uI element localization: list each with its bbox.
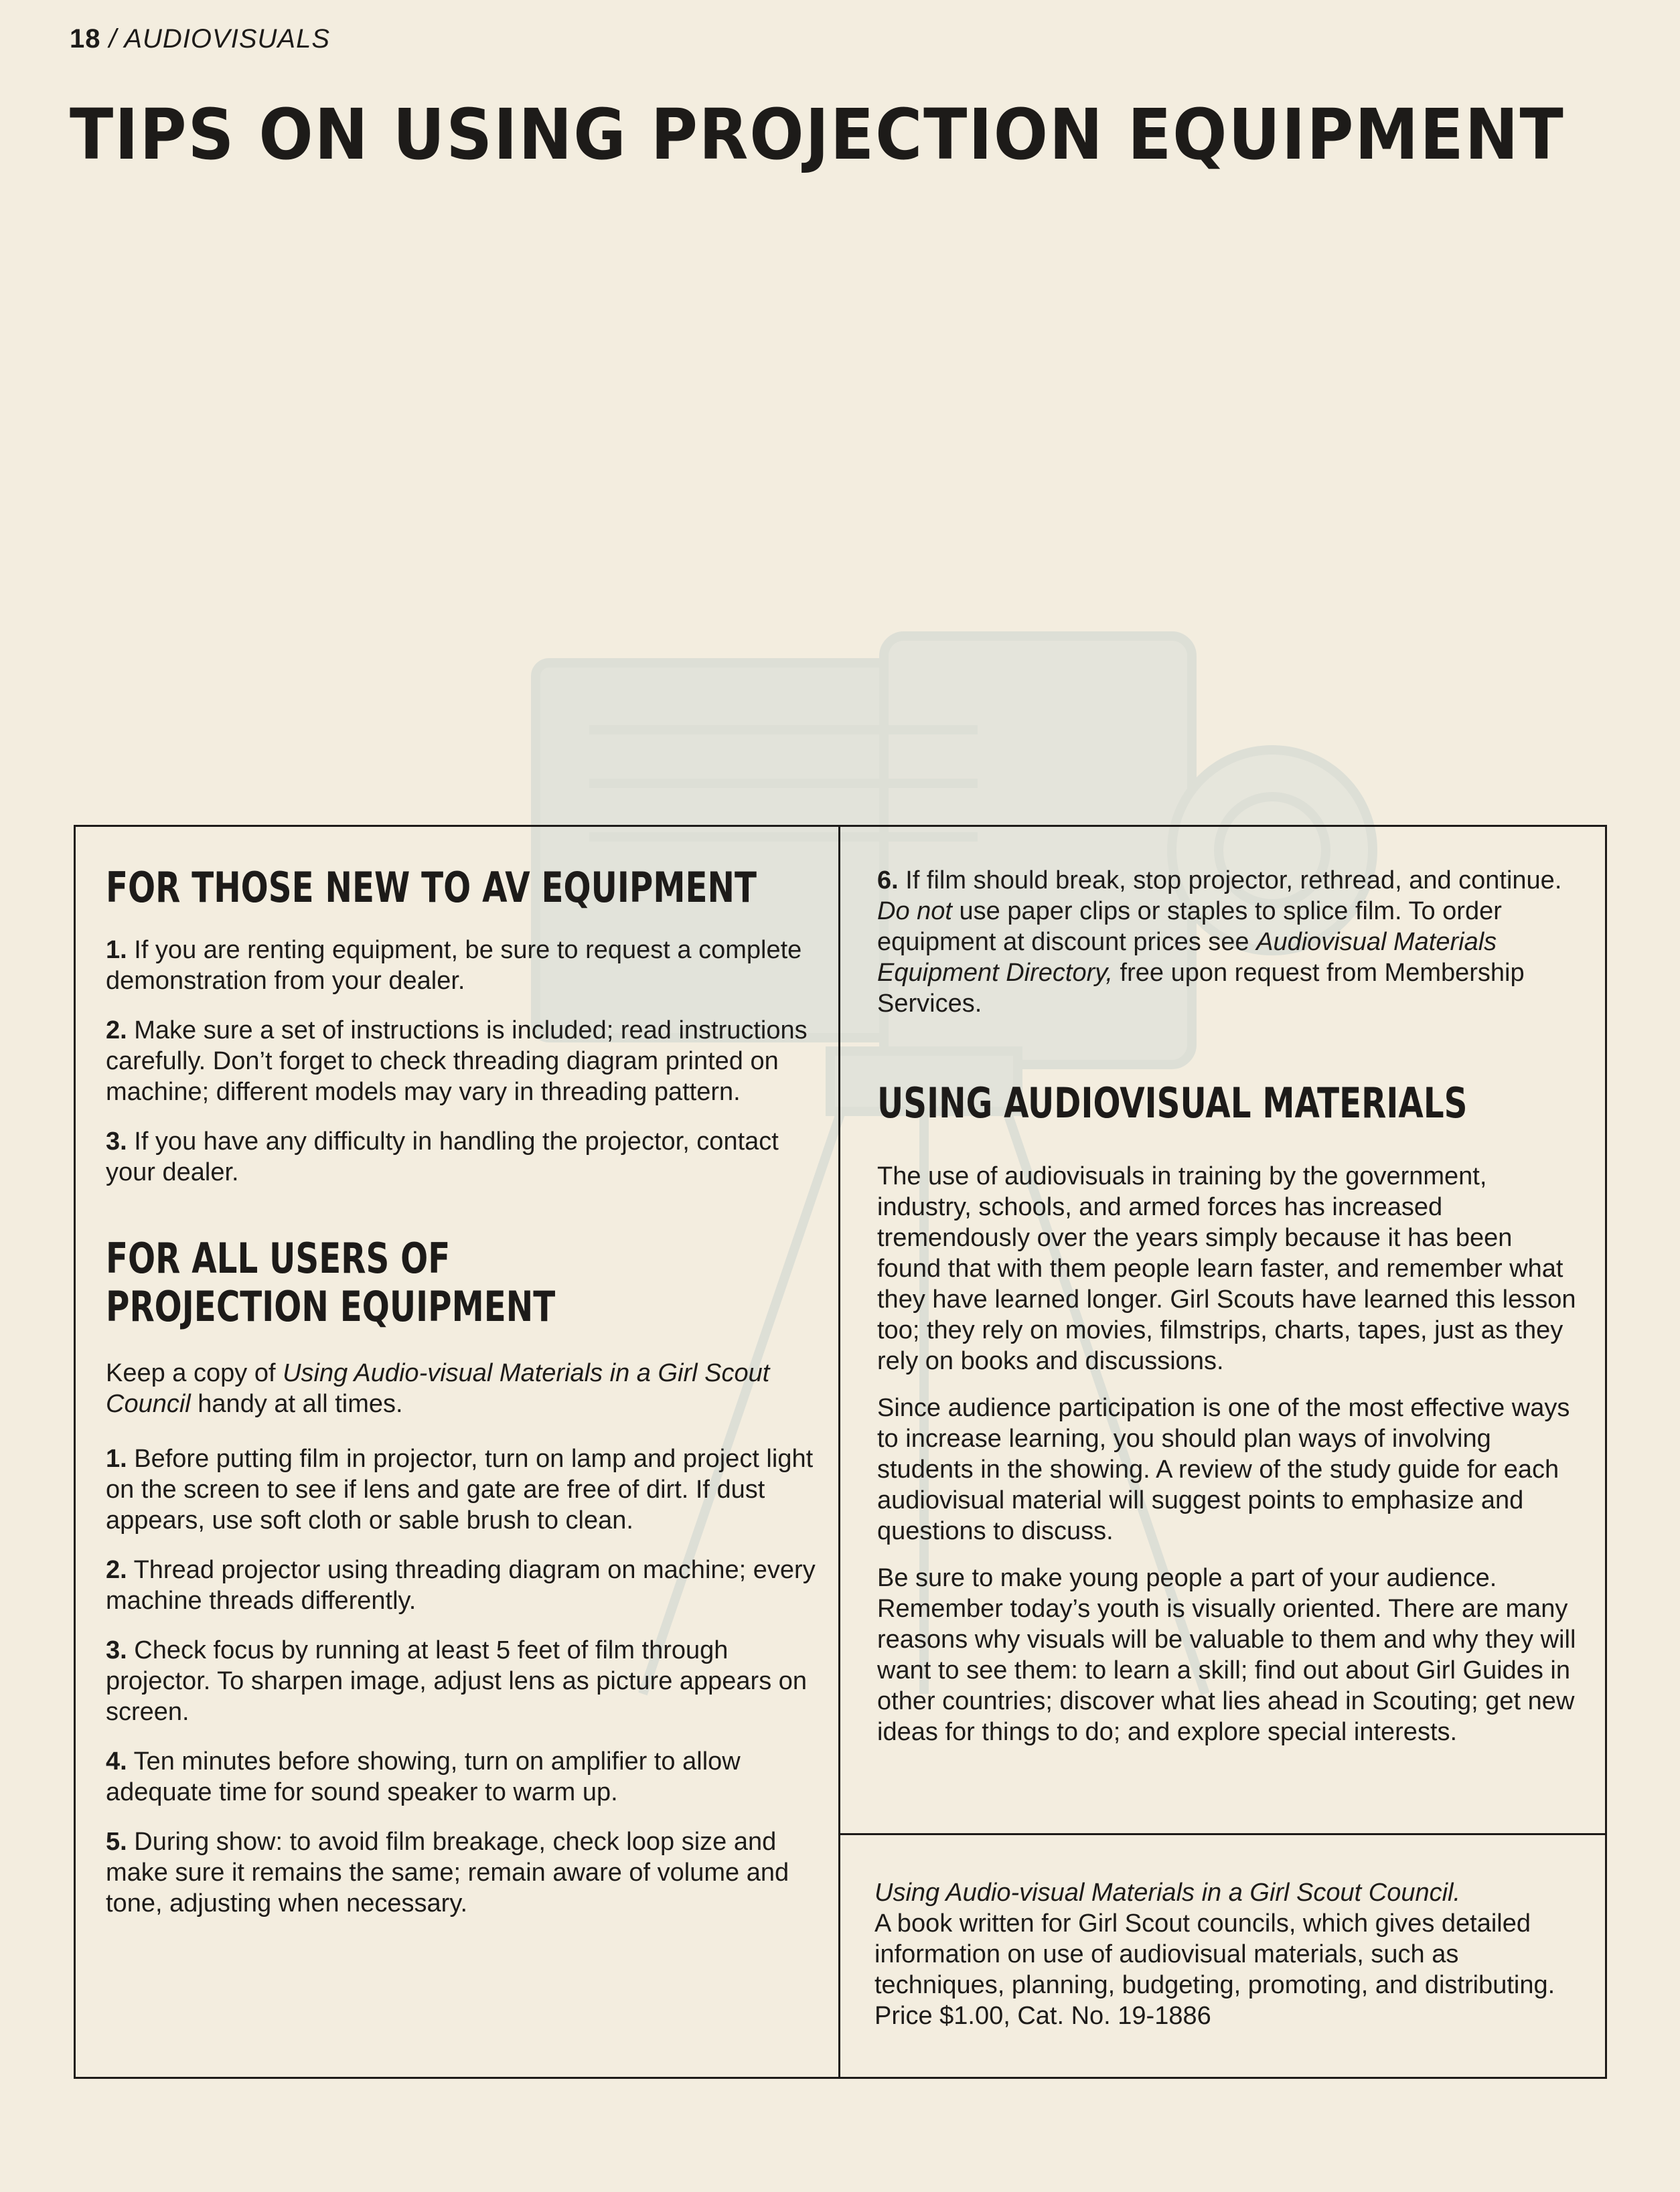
section-label: / AUDIOVISUALS	[108, 24, 331, 54]
para-audiovisuals: The use of audiovisuals in training by the government, industry, schools, and armed forces has increased tremendously over the years simply because it has been found that with them people learn faster, and remember what they have learned longer. Girl Scouts have learned this lesson too; they rely on movies, filmstrips, charts, tapes, just as they rely on books and discussions.	[877, 1162, 1576, 1375]
all-item-2: 2. Thread projector using threading diagram on machine; every machine threads differently.	[106, 1556, 816, 1615]
heading-all-users-1: FOR ALL USERS OF	[106, 1234, 451, 1283]
item-6: 6. If film should break, stop projector, rethread, and continue. Do not use paper clips or staples to splice film. To order equipment at discount prices see Audiovisual Materials Equipment Directory, free upon request from Membership Services.	[877, 866, 1562, 1018]
heading-using-av: USING AUDIOVISUAL MATERIALS	[877, 1079, 1468, 1127]
para-young-people: Be sure to make young people a part of your audience. Remember today’s youth is visually oriented. There are many reasons why visuals will be valuable to them and why they will want to see them: to learn a skill; find out about Girl Guides in other countries; discover what lies ahead in Scouting; get new ideas for things to do; and explore special interests.	[877, 1564, 1576, 1746]
page-number: 18	[70, 24, 101, 54]
heading-new-to-av: FOR THOSE NEW TO AV EQUIPMENT	[106, 863, 757, 912]
heading-all-users-2: PROJECTION EQUIPMENT	[106, 1282, 556, 1331]
keep-copy-text: Keep a copy of Using Audio-visual Materials in a Girl Scout Council handy at all times.	[106, 1359, 770, 1418]
right-column	[877, 865, 1580, 1747]
new-item-2: 2. Make sure a set of instructions is included; read instructions carefully. Don’t forget to check threading diagram printed on machine; different models may vary in threading pattern.	[106, 1016, 808, 1106]
book-note	[874, 1877, 1578, 2031]
book-description: A book written for Girl Scout councils, which gives detailed information on use of audiovisual materials, such as techniques, planning, budgeting, promoting, and distributing. Price $1.00, Cat. No. 19-1886	[874, 1909, 1555, 2030]
new-item-3: 3. If you have any difficulty in handling the projector, contact your dealer.	[106, 1127, 779, 1186]
page-header	[70, 24, 330, 54]
book-title: Using Audio-visual Materials in a Girl Scout Council.	[874, 1879, 1461, 1907]
para-participation: Since audience participation is one of the most effective ways to increase learning, you should plan ways of involving students in the showing. A review of the study guide for each audiovisual material will suggest points to emphasize and questions to discuss.	[877, 1394, 1570, 1545]
left-column	[106, 864, 816, 1919]
book-note-divider	[838, 1833, 1607, 1835]
column-divider	[838, 825, 840, 2079]
new-item-1: 1. If you are renting equipment, be sure to request a complete demonstration from your dealer.	[106, 936, 802, 995]
all-item-3: 3. Check focus by running at least 5 feet of film through projector. To sharpen image, adjust lens as picture appears on screen.	[106, 1636, 808, 1726]
all-item-5: 5. During show: to avoid film breakage, check loop size and make sure it remains the same; remain aware of volume and tone, adjusting when necessary.	[106, 1828, 789, 1917]
all-item-1: 1. Before putting film in projector, turn on lamp and project light on the screen to see if lens and gate are free of dirt. If dust appears, use soft cloth or sable brush to clean.	[106, 1445, 814, 1535]
all-item-4: 4. Ten minutes before showing, turn on amplifier to allow adequate time for sound speaker to warm up.	[106, 1747, 741, 1806]
page-title: TIPS ON USING PROJECTION EQUIPMENT	[70, 94, 1565, 175]
